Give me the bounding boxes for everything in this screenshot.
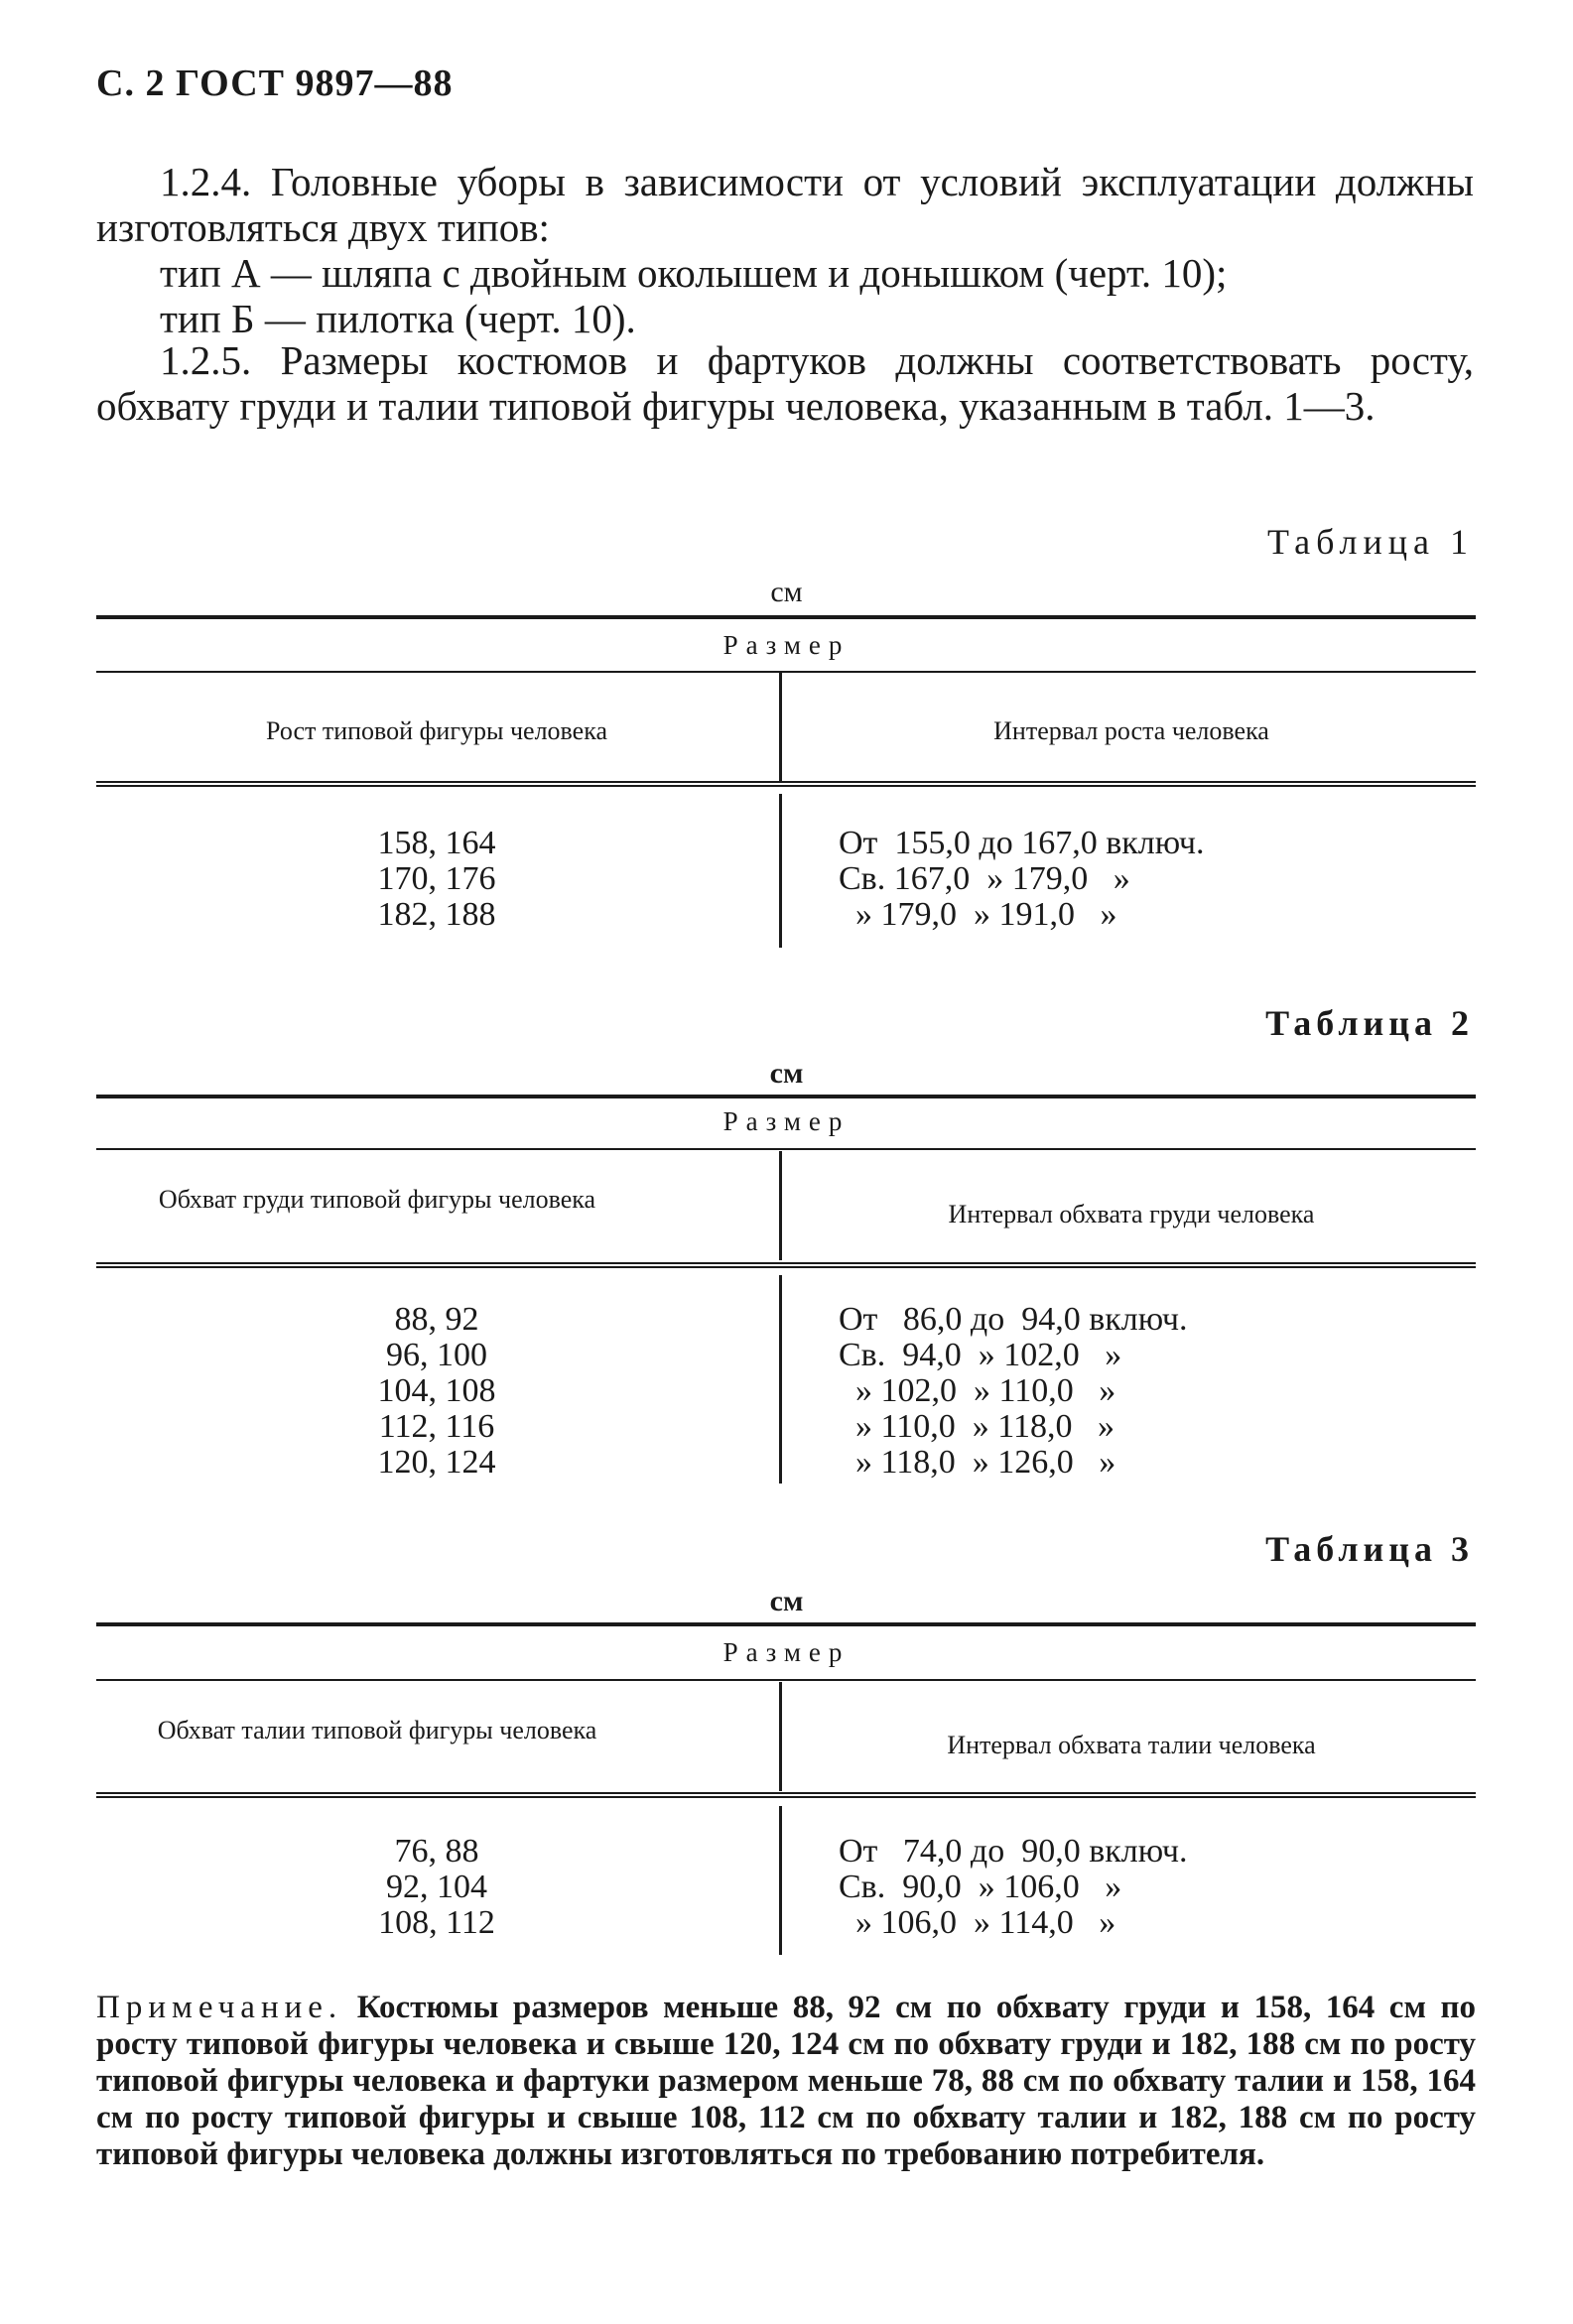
table-1-right-cells bbox=[839, 826, 1434, 933]
table-row: 112, 116 bbox=[378, 1408, 495, 1445]
table-row: » 106,0 » 114,0 » bbox=[839, 1904, 1116, 1941]
type-b-line: тип Б — пилотка (черт. 10). bbox=[160, 296, 636, 341]
type-a-line: тип А — шляпа с двойным околышем и донышком (черт. 10); bbox=[160, 250, 1228, 296]
table-3-left-cells bbox=[298, 1834, 576, 1941]
table-row: От 155,0 до 167,0 включ. bbox=[839, 825, 1205, 861]
table-3-unit: см bbox=[769, 1585, 804, 1617]
table-3-rule bbox=[96, 1679, 1476, 1681]
table-row: 88, 92 bbox=[394, 1301, 479, 1338]
table-row: От 74,0 до 90,0 включ. bbox=[839, 1833, 1188, 1870]
table-2-divider bbox=[779, 1151, 782, 1260]
table-2-rule bbox=[96, 1148, 1476, 1150]
page-header: С. 2 ГОСТ 9897—88 bbox=[96, 63, 454, 104]
table-2-divider-body bbox=[779, 1275, 782, 1484]
table-3-top-rule bbox=[96, 1622, 1476, 1626]
paragraph-text: 1.2.4. Головные уборы в зависимости от условий эксплуатации должны изготовляться двух типов: bbox=[96, 159, 1474, 250]
table-1-unit: см bbox=[770, 576, 803, 608]
table-row: » 179,0 » 191,0 » bbox=[839, 896, 1117, 933]
note bbox=[96, 1990, 1476, 2173]
table-row: » 118,0 » 126,0 » bbox=[839, 1444, 1116, 1481]
table-1-left-cells bbox=[298, 826, 576, 933]
table-2-unit: см bbox=[769, 1057, 804, 1090]
table-row: Св. 90,0 » 106,0 » bbox=[839, 1869, 1122, 1905]
table-row: 92, 104 bbox=[386, 1869, 487, 1905]
table-1-top-rule bbox=[96, 615, 1476, 619]
table-3-header-rule bbox=[96, 1792, 1476, 1798]
note-text: Костюмы размеров меньше 88, 92 см по обхвату груди и 158, 164 см по росту типовой фигуры человека и свыше 120, 124 см по обхвату груди и 182, 188 см по росту типовой фигуры человека и фартуки размером меньше 78, 88 см по обхвату талии и 158, 164 см по росту типовой фигуры и свыше 108, 112 см по обхвату талии и 182, 188 см по росту типовой фигуры человека должны изготовляться по требованию потребителя. bbox=[96, 1990, 1476, 2172]
table-2-top-rule bbox=[96, 1095, 1476, 1098]
table-2-left-cells bbox=[298, 1302, 576, 1481]
table-3-divider-body bbox=[779, 1806, 782, 1955]
table-1-col-right: Интервал роста человека bbox=[993, 716, 1269, 745]
table-1-divider bbox=[779, 673, 782, 782]
table-row: 170, 176 bbox=[377, 860, 496, 897]
table-row: Св. 94,0 » 102,0 » bbox=[839, 1337, 1122, 1373]
table-2-header-rule bbox=[96, 1262, 1476, 1268]
table-2-caption: Таблица 2 bbox=[1265, 1003, 1474, 1043]
table-2-col-right: Интервал обхвата груди человека bbox=[948, 1200, 1315, 1228]
table-3-caption: Таблица 3 bbox=[1265, 1529, 1474, 1569]
table-row: » 110,0 » 118,0 » bbox=[839, 1408, 1114, 1445]
paragraph-1-2-5: 1.2.5. Размеры костюмов и фартуков должны соответствовать росту, обхвату груди и талии типовой фигуры человека, указанным в табл. 1—3. bbox=[96, 337, 1474, 429]
note-label: Примечание. bbox=[96, 1990, 343, 2025]
table-row: » 102,0 » 110,0 » bbox=[839, 1372, 1116, 1409]
table-2-group-header: Размер bbox=[722, 1106, 851, 1136]
table-row: 120, 124 bbox=[377, 1444, 496, 1481]
table-row: 104, 108 bbox=[377, 1372, 496, 1409]
table-1-caption: Таблица 1 bbox=[1267, 522, 1474, 562]
table-1-col-left: Рост типовой фигуры человека bbox=[266, 716, 607, 745]
table-2-right-cells bbox=[839, 1302, 1434, 1481]
table-3-divider bbox=[779, 1682, 782, 1791]
table-row: Св. 167,0 » 179,0 » bbox=[839, 860, 1130, 897]
table-1-rule bbox=[96, 671, 1476, 673]
table-3-col-left: Обхват талии типовой фигуры человека bbox=[157, 1716, 597, 1744]
table-1-header-rule bbox=[96, 781, 1476, 787]
table-1-group-header: Размер bbox=[722, 630, 851, 660]
table-2-col-left: Обхват груди типовой фигуры человека bbox=[158, 1185, 596, 1214]
table-row: 182, 188 bbox=[377, 896, 496, 933]
table-row: 158, 164 bbox=[377, 825, 496, 861]
table-row: 96, 100 bbox=[386, 1337, 487, 1373]
table-3-group-header: Размер bbox=[722, 1637, 851, 1667]
table-1-divider-body bbox=[779, 794, 782, 948]
paragraph-1-2-4 bbox=[96, 159, 1474, 341]
table-row: От 86,0 до 94,0 включ. bbox=[839, 1301, 1188, 1338]
table-3-right-cells bbox=[839, 1834, 1434, 1941]
table-row: 108, 112 bbox=[378, 1904, 495, 1941]
table-row: 76, 88 bbox=[394, 1833, 479, 1870]
table-3-col-right: Интервал обхвата талии человека bbox=[947, 1731, 1316, 1759]
